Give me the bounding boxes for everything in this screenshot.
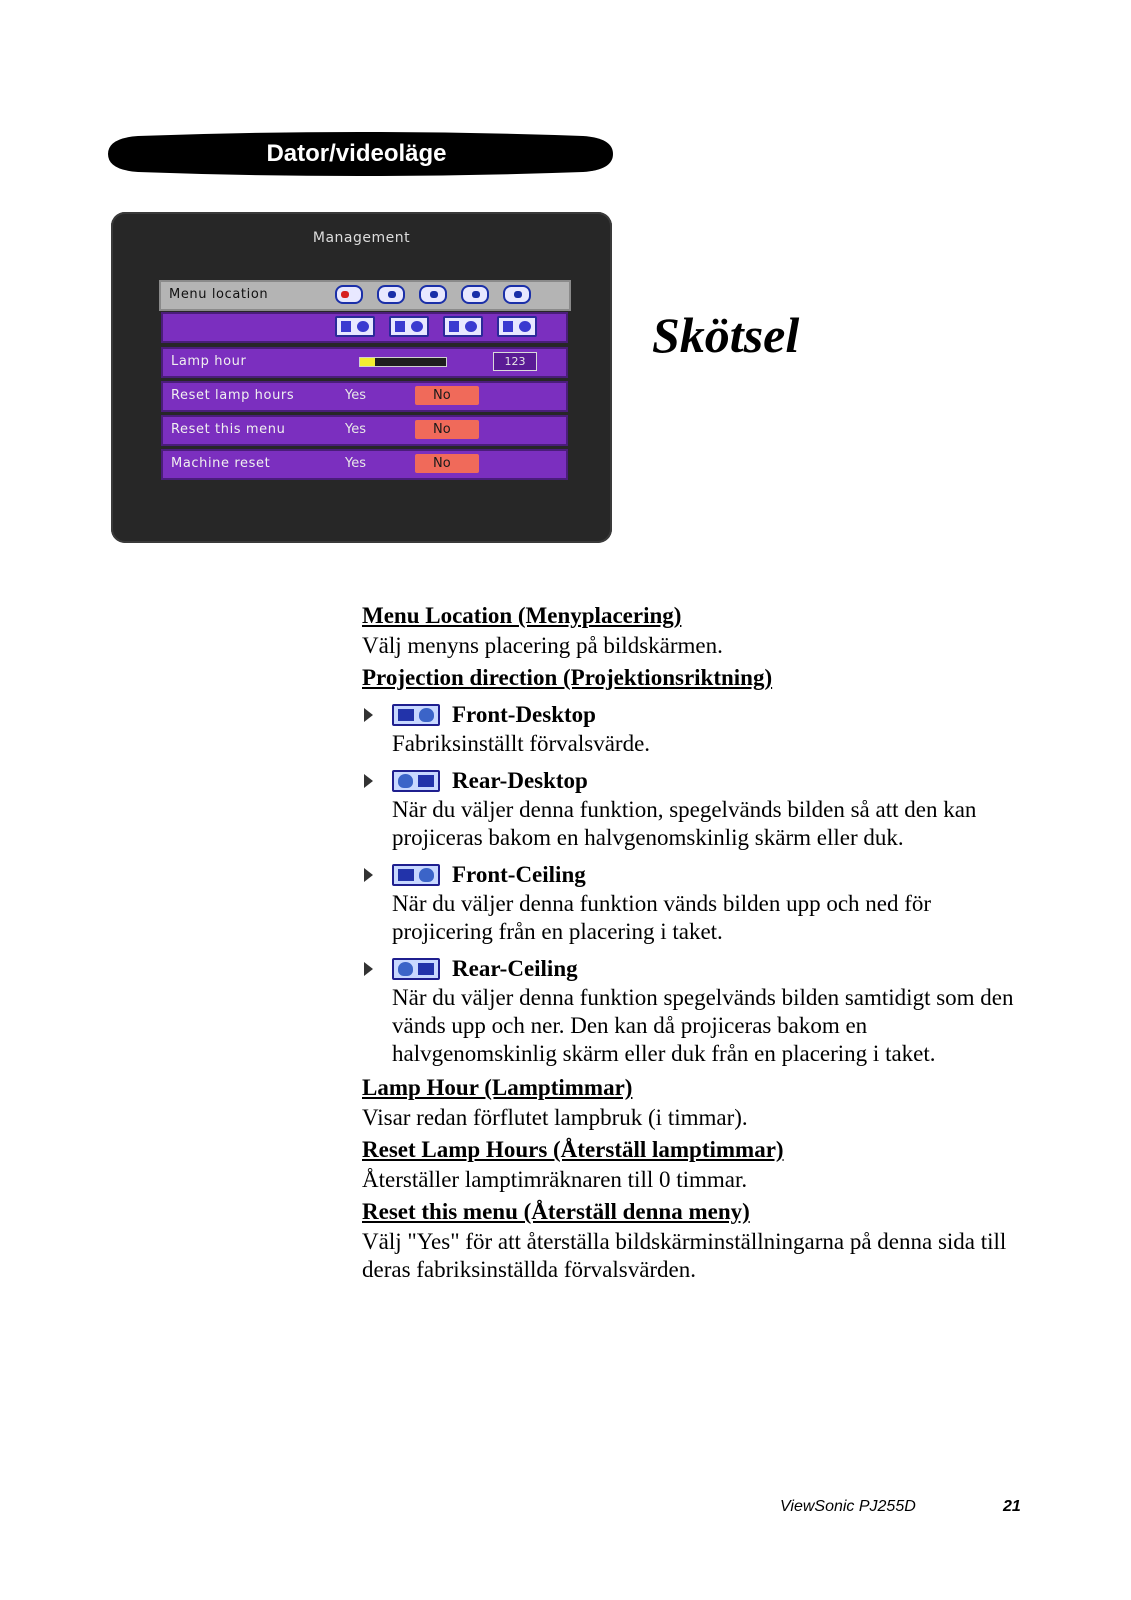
osd-row-reset-this-menu [163,417,566,444]
reset-menu-text: Välj "Yes" för att återställa bildskärminställningarna på denna sida till deras fabriksinställda förvalsvärden. [362,1229,1007,1282]
chapter-title: Skötsel [652,307,800,363]
lamp-hour-value: 123 [493,352,537,371]
bullet-arrow-icon [364,708,373,722]
location-top-right-icon [377,285,405,304]
option-title: Rear-Ceiling [452,956,578,981]
menu-location-text: Välj menyns placering på bildskärmen. [362,633,723,658]
projection-options [335,316,537,337]
rear-ceiling-icon [392,958,440,980]
osd-row-label: Reset lamp hours [171,388,295,403]
option-description: När du väljer denna funktion spegelvänds bilden samtidigt som den vänds upp och ner. Den kan då projiceras bakom en halvgenomskinlig skärm eller duk från en placering i taket. [392,985,1014,1066]
osd-row-lamp-hour [163,349,566,376]
osd-row-label: Machine reset [171,456,271,471]
osd-row-projection [163,314,566,341]
no-option: No [415,386,479,405]
bullet-arrow-icon [364,868,373,882]
section-banner [108,132,613,176]
reset-lamp-text: Återställer lamptimräknaren till 0 timmar. [362,1167,748,1192]
banner-title: Dator/videoläge [266,140,447,167]
menu-location-heading: Menu Location (Menyplacering) [362,603,682,628]
option-description: När du väljer denna funktion vänds bilden upp och ned för projicering från en placering i taket. [392,891,932,944]
osd-title: Management [312,230,411,246]
rear-desktop-icon [389,316,429,337]
yes-option: Yes [345,388,366,403]
front-desktop-icon [335,316,375,337]
option-title: Rear-Desktop [452,768,588,793]
front-ceiling-icon [392,864,440,886]
location-center-icon [419,285,447,304]
osd-row-label: Menu location [169,287,269,302]
option-title: Front-Ceiling [452,862,586,887]
osd-row-label: Lamp hour [171,354,247,369]
menu-location-options [335,285,531,304]
projection-option-front-ceiling [362,860,1022,946]
lamp-hour-text: Visar redan förflutet lampbruk (i timmar). [362,1105,748,1130]
projection-option-rear-desktop [362,766,1022,852]
location-top-left-icon [335,285,363,304]
lamp-hour-bar-fill [360,358,375,366]
footer-product: ViewSonic PJ255D [780,1498,916,1515]
projection-heading: Projection direction (Projektionsriktning) [362,665,773,690]
option-title: Front-Desktop [452,702,596,727]
bullet-arrow-icon [364,774,373,788]
front-ceiling-icon [443,316,483,337]
lamp-hour-heading: Lamp Hour (Lamptimmar) [362,1075,633,1100]
osd-row-machine-reset [163,451,566,478]
no-option: No [415,420,479,439]
yes-option: Yes [345,456,366,471]
projection-option-rear-ceiling [362,954,1022,1068]
location-bottom-left-icon [461,285,489,304]
osd-row-menu-location [161,282,569,309]
rear-ceiling-icon [497,316,537,337]
osd-management-screenshot [111,212,612,543]
page-number: 21 [1003,1498,1021,1515]
rear-desktop-icon [392,770,440,792]
no-option: No [415,454,479,473]
osd-row-label: Reset this menu [171,422,286,437]
osd-row-reset-lamp-hours [163,383,566,410]
reset-lamp-heading: Reset Lamp Hours (Återställ lamptimmar) [362,1137,784,1162]
option-description: När du väljer denna funktion, spegelvänds bilden så att den kan projiceras bakom en halvgenomskinlig skärm eller duk. [392,797,977,850]
reset-menu-heading: Reset this menu (Återställ denna meny) [362,1199,750,1224]
location-bottom-right-icon [503,285,531,304]
projection-option-front-desktop [362,700,1022,758]
yes-option: Yes [345,422,366,437]
front-desktop-icon [392,704,440,726]
option-description: Fabriksinställt förvalsvärde. [392,731,651,756]
lamp-hour-bar [359,357,447,367]
manual-content [362,598,1022,1288]
bullet-arrow-icon [364,962,373,976]
